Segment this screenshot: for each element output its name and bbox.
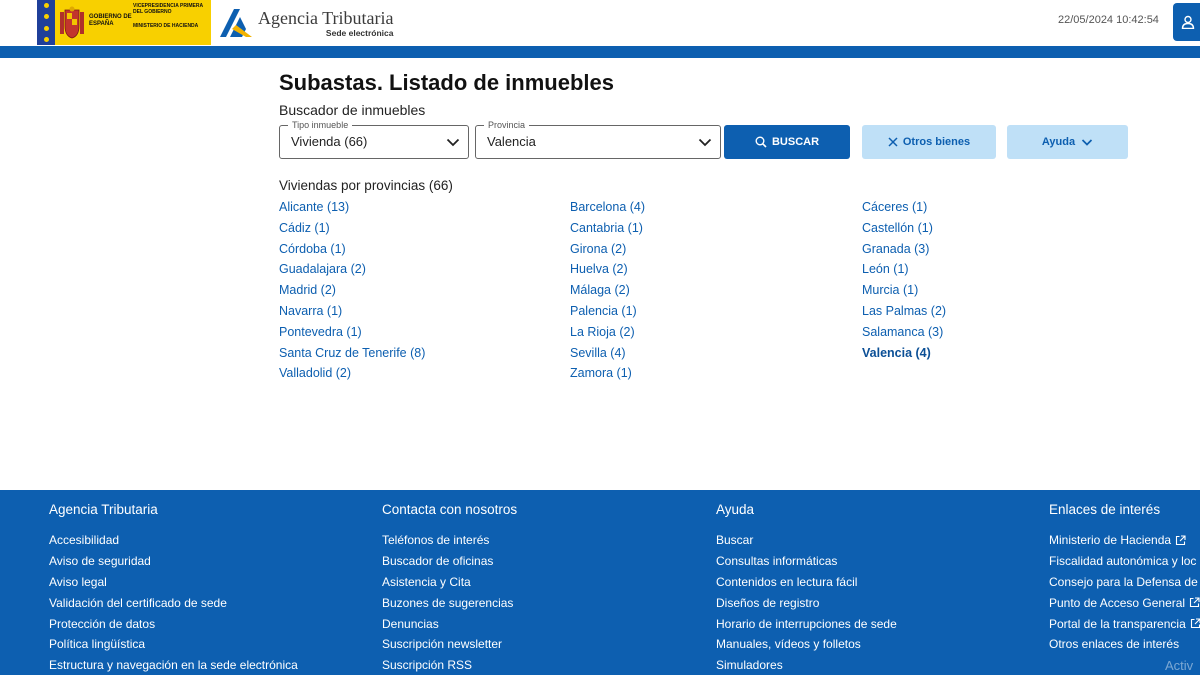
footer-col-contacta — [382, 502, 517, 675]
user-button[interactable] — [1173, 3, 1200, 41]
footer-link[interactable]: Suscripción RSS — [382, 658, 473, 673]
province-link[interactable]: Madrid (2) — [279, 283, 336, 298]
footer-link[interactable]: Buzones de sugerencias — [382, 595, 514, 610]
gov-text-vicepresidencia: VICEPRESIDENCIA PRIMERA DEL GOBIERNO — [133, 3, 203, 15]
footer-link[interactable]: Protección de datos — [49, 616, 156, 631]
province-link[interactable]: Pontevedra (1) — [279, 324, 362, 339]
footer-link-external[interactable] — [1049, 530, 1200, 551]
provinces-column-1 — [279, 200, 425, 387]
provinces-column-3 — [862, 200, 946, 366]
footer-title: Ayuda — [716, 502, 755, 517]
provincia-legend: Provincia — [484, 119, 529, 131]
footer-link[interactable]: Diseños de registro — [716, 595, 820, 610]
search-subtitle: Buscador de inmuebles — [279, 102, 426, 118]
footer-link[interactable]: Aviso de seguridad — [49, 554, 151, 569]
gov-text-hacienda: MINISTERIO DE HACIENDA — [133, 23, 199, 29]
footer-link[interactable]: Política lingüística — [49, 637, 146, 652]
footer-link[interactable]: Suscripción newsletter — [382, 637, 503, 652]
province-link[interactable]: Murcia (1) — [862, 283, 919, 298]
footer-link[interactable]: Manuales, vídeos y folletos — [716, 637, 861, 652]
chevron-down-icon — [446, 135, 460, 149]
province-link[interactable]: Cantabria (1) — [570, 220, 643, 235]
external-link-icon — [1190, 618, 1200, 629]
province-link-selected[interactable]: Valencia (4) — [862, 345, 931, 360]
provinces-column-2 — [570, 200, 645, 387]
footer-title: Contacta con nosotros — [382, 502, 518, 517]
footer-link-label: Portal de la transparencia — [1049, 616, 1186, 631]
province-link[interactable]: Sevilla (4) — [570, 345, 626, 360]
aeat-logo-icon — [216, 5, 256, 41]
gov-text-gobierno: GOBIERNO DE ESPAÑA — [89, 14, 132, 27]
footer-link[interactable]: Otros enlaces de interés — [1049, 637, 1180, 652]
footer-link[interactable]: Buscar — [716, 533, 754, 548]
province-link[interactable]: La Rioja (2) — [570, 324, 635, 339]
site-header — [0, 0, 1200, 46]
external-link-icon — [1189, 597, 1200, 608]
province-link[interactable]: Navarra (1) — [279, 303, 343, 318]
ayuda-label: Ayuda — [1041, 136, 1076, 148]
footer-link[interactable]: Buscador de oficinas — [382, 554, 494, 569]
tipo-inmueble-select[interactable] — [279, 120, 469, 159]
site-footer — [0, 490, 1200, 675]
province-link[interactable]: Valladolid (2) — [279, 366, 352, 381]
province-link[interactable]: Málaga (2) — [570, 283, 630, 298]
province-link[interactable]: Zamora (1) — [570, 366, 632, 381]
footer-col-ayuda — [716, 502, 897, 675]
buscar-button[interactable] — [724, 125, 850, 159]
footer-link[interactable]: Consultas informáticas — [716, 554, 838, 569]
footer-title: Enlaces de interés — [1049, 502, 1161, 517]
footer-link[interactable]: Contenidos en lectura fácil — [716, 574, 858, 589]
province-link[interactable]: Alicante (13) — [279, 200, 350, 214]
buscar-label: BUSCAR — [771, 136, 820, 148]
header-datetime: 22/05/2024 10:42:54 — [1058, 14, 1159, 26]
footer-col-enlaces — [1049, 502, 1200, 655]
provincia-value: Valencia — [487, 134, 536, 149]
footer-link[interactable]: Fiscalidad autonómica y loc — [1049, 554, 1197, 569]
province-link[interactable]: Barcelona (4) — [570, 200, 646, 214]
province-link[interactable]: Girona (2) — [570, 241, 627, 256]
footer-link[interactable]: Horario de interrupciones de sede — [716, 616, 897, 631]
activation-watermark: Activ — [1165, 658, 1194, 673]
province-link[interactable]: Huelva (2) — [570, 262, 628, 277]
province-link[interactable]: Palencia (1) — [570, 303, 637, 318]
close-icon — [888, 137, 898, 147]
user-icon — [1181, 15, 1195, 29]
provincia-select[interactable] — [475, 120, 721, 159]
province-link[interactable]: Las Palmas (2) — [862, 303, 947, 318]
province-link[interactable]: Santa Cruz de Tenerife (8) — [279, 345, 426, 360]
footer-link-external[interactable] — [1049, 592, 1200, 613]
external-link-icon — [1175, 535, 1186, 546]
agency-name: Agencia Tributaria — [258, 8, 394, 28]
province-link[interactable]: Cáceres (1) — [862, 200, 928, 214]
footer-link[interactable]: Teléfonos de interés — [382, 533, 490, 548]
ayuda-button[interactable] — [1007, 125, 1128, 159]
footer-link-label: Punto de Acceso General — [1049, 595, 1186, 610]
search-icon — [755, 136, 767, 148]
gov-text-ministry — [133, 0, 203, 45]
province-link[interactable]: Guadalajara (2) — [279, 262, 366, 277]
footer-link-label: Ministerio de Hacienda — [1049, 533, 1172, 548]
chevron-down-icon — [1081, 136, 1093, 148]
tipo-inmueble-value: Vivienda (66) — [291, 134, 368, 149]
otros-bienes-label: Otros bienes — [902, 136, 971, 148]
footer-link[interactable]: Denuncias — [382, 616, 439, 631]
footer-link[interactable]: Accesibilidad — [49, 533, 120, 548]
chevron-down-icon — [698, 135, 712, 149]
province-link[interactable]: Castellón (1) — [862, 220, 933, 235]
agencia-tributaria-logo[interactable] — [216, 4, 393, 42]
footer-link[interactable]: Aviso legal — [49, 574, 107, 589]
otros-bienes-button[interactable] — [862, 125, 996, 159]
agency-subtitle: Sede electrónica — [325, 28, 394, 38]
tipo-inmueble-legend: Tipo inmueble — [288, 119, 352, 131]
eu-flag-strip — [37, 0, 55, 45]
footer-title: Agencia Tributaria — [49, 502, 158, 517]
province-link[interactable]: Granada (3) — [862, 241, 930, 256]
coat-of-arms-icon — [55, 0, 89, 45]
footer-link[interactable]: Estructura y navegación en la sede electrónica — [49, 658, 298, 673]
government-logo[interactable] — [37, 0, 211, 45]
provinces-list-title: Viviendas por provincias (66) — [279, 178, 453, 193]
province-link[interactable]: Salamanca (3) — [862, 324, 944, 339]
footer-link[interactable]: Validación del certificado de sede — [49, 595, 227, 610]
province-link[interactable]: Córdoba (1) — [279, 241, 346, 256]
province-link[interactable]: Cádiz (1) — [279, 220, 330, 235]
page-title: Subastas. Listado de inmuebles — [279, 70, 614, 95]
footer-link-external[interactable] — [1049, 613, 1200, 634]
footer-link[interactable]: Asistencia y Cita — [382, 574, 471, 589]
province-link[interactable]: León (1) — [862, 262, 909, 277]
footer-col-agencia — [49, 502, 298, 675]
header-blue-band — [0, 46, 1200, 58]
footer-link[interactable]: Consejo para la Defensa de — [1049, 574, 1198, 589]
footer-link[interactable]: Simuladores — [716, 658, 783, 673]
